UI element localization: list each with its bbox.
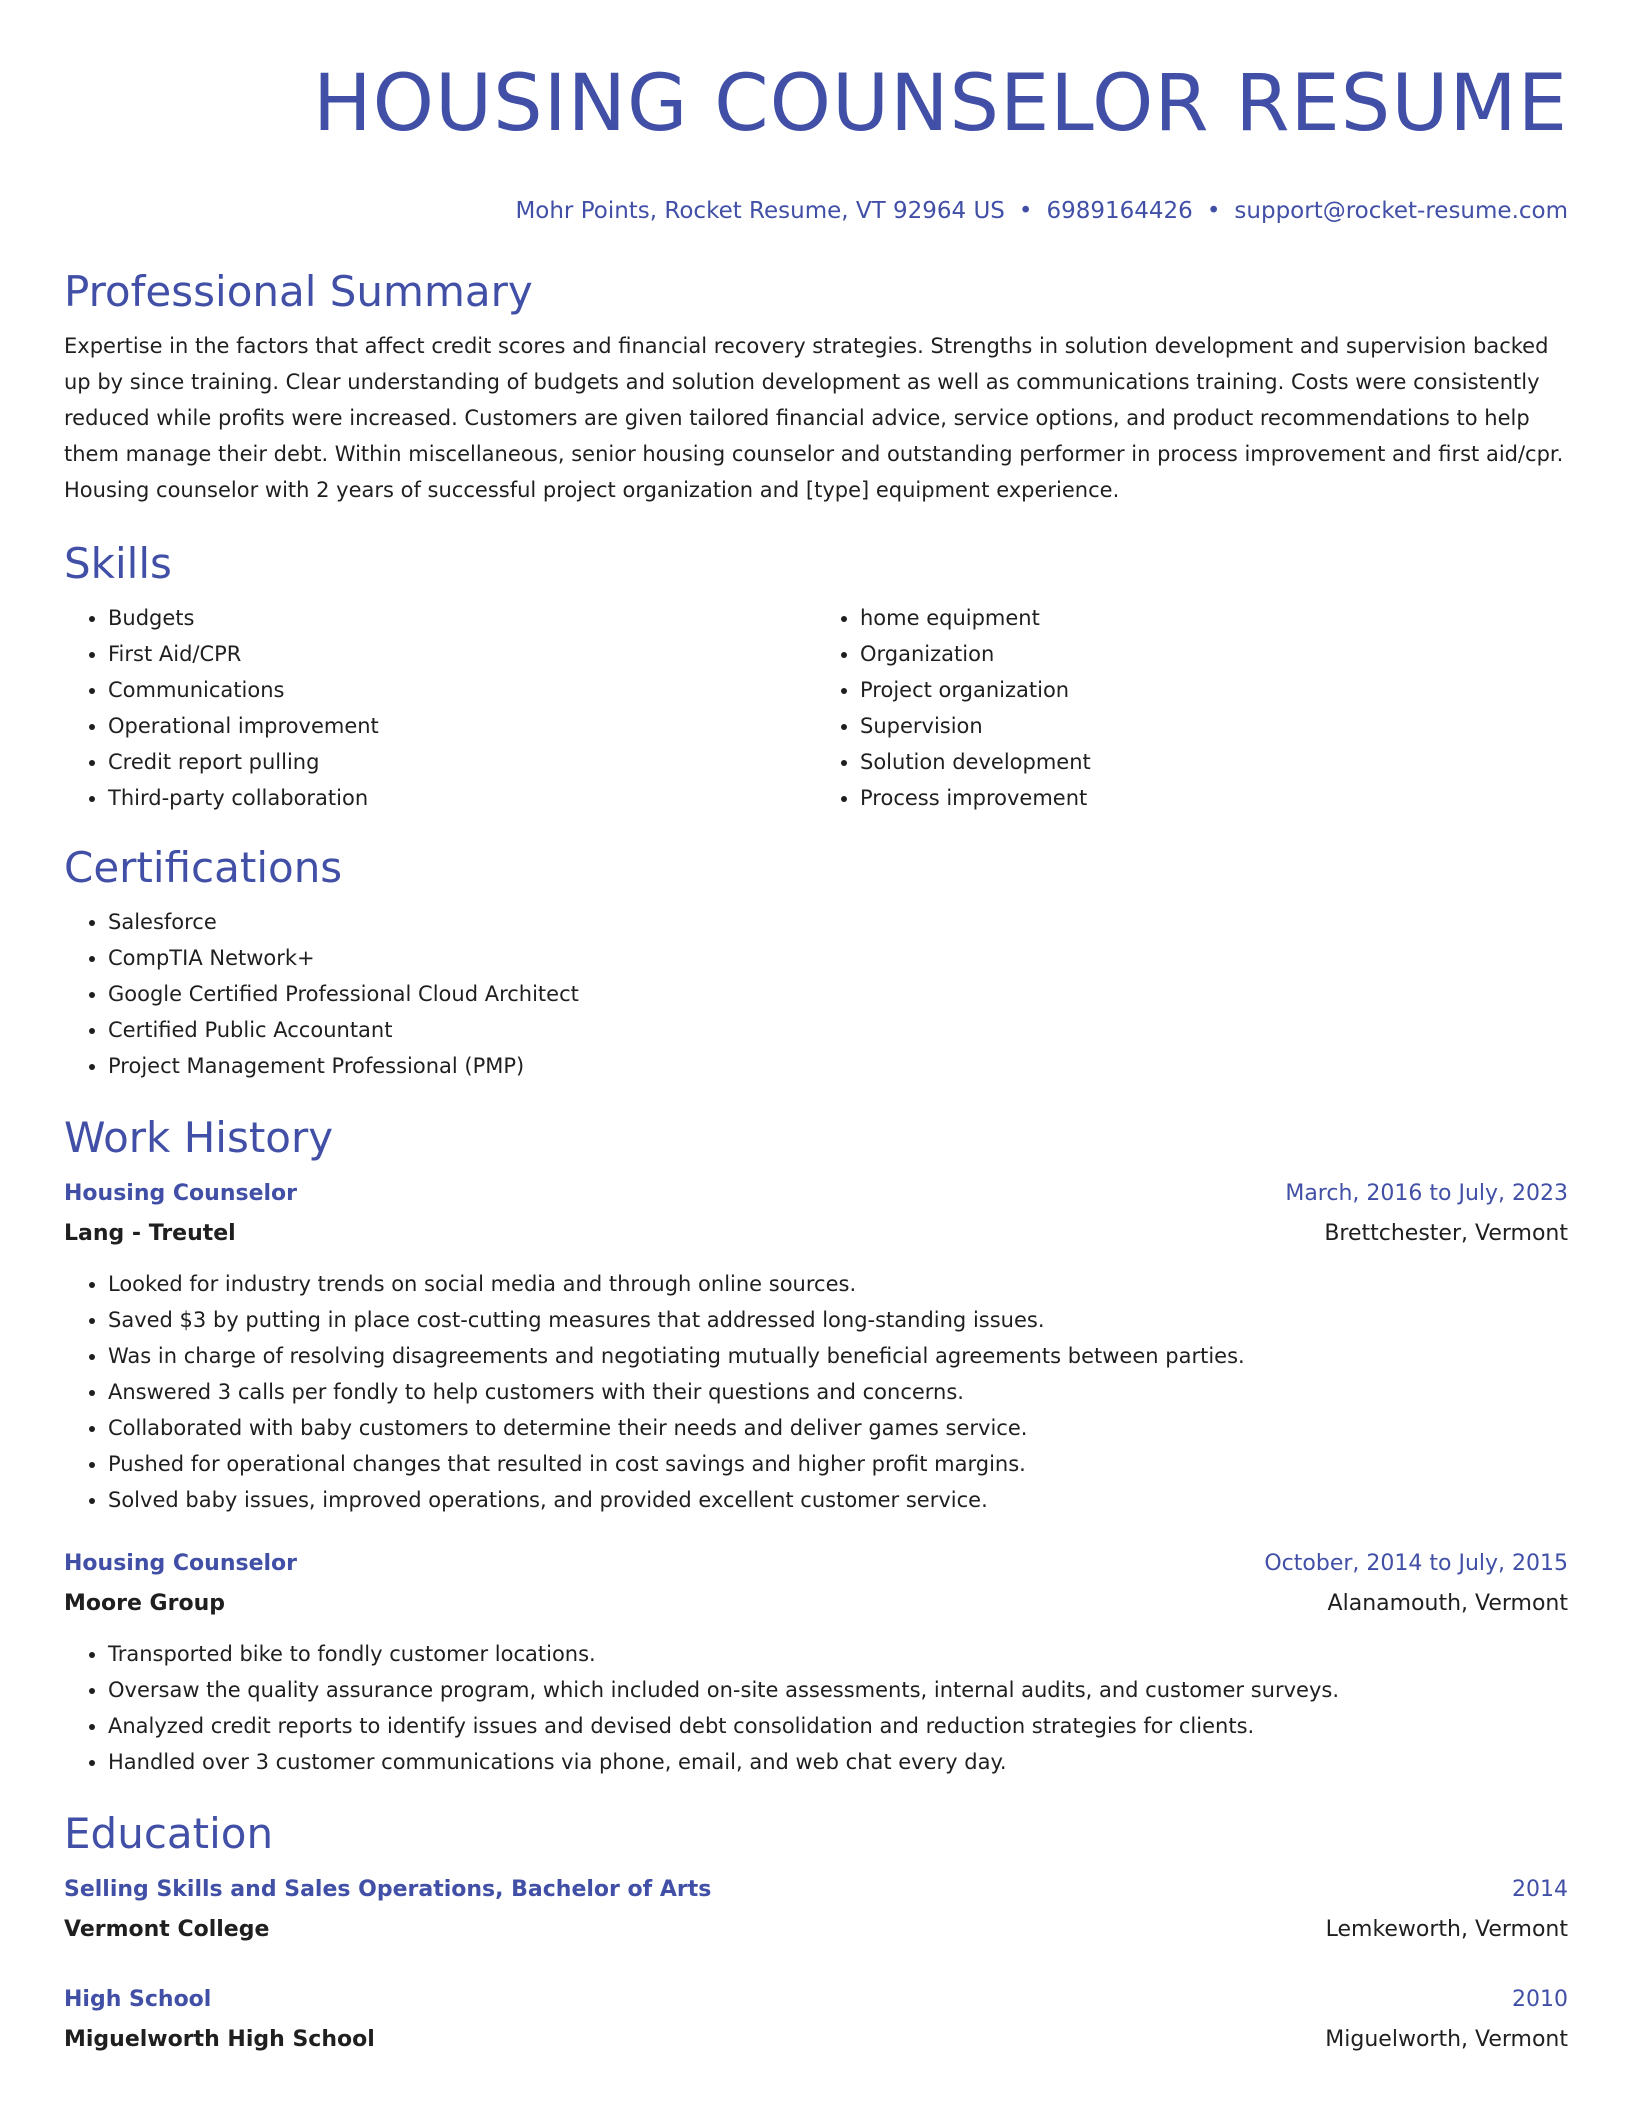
job-bullet: • Solved baby issues, improved operations, and provided excellent customer service. bbox=[108, 1482, 1568, 1518]
contact-line bbox=[64, 196, 1568, 226]
education-entry bbox=[64, 1870, 1568, 1950]
education-heading: Education bbox=[64, 1809, 274, 1858]
certification-item: • Certified Public Accountant bbox=[108, 1012, 1568, 1048]
job-header bbox=[64, 1174, 1568, 1214]
job-bullet: • Answered 3 calls per fondly to help customers with their questions and concerns. bbox=[108, 1374, 1568, 1410]
skill-item: • Communications bbox=[108, 672, 816, 708]
job-location: Brettchester, Vermont bbox=[1324, 1221, 1568, 1246]
job-bullet: • Handled over 3 customer communications via phone, email, and web chat every day. bbox=[108, 1744, 1568, 1780]
resume-name: HOUSING COUNSELOR RESUME bbox=[312, 59, 1568, 149]
job-location: Alanamouth, Vermont bbox=[1327, 1591, 1568, 1616]
contact-separator: • bbox=[1206, 198, 1221, 224]
certifications-list bbox=[64, 904, 1568, 1084]
education-degree: High School bbox=[64, 1987, 212, 2012]
education-entry bbox=[64, 1980, 1568, 2060]
skill-item: • Operational improvement bbox=[108, 708, 816, 744]
skills-heading: Skills bbox=[64, 539, 172, 588]
skill-item: • Solution development bbox=[860, 744, 1568, 780]
job-company: Lang - Treutel bbox=[64, 1221, 236, 1246]
education-location: Miguelworth, Vermont bbox=[1325, 2027, 1568, 2052]
education-year: 2014 bbox=[1512, 1877, 1568, 1902]
job-bullet: • Pushed for operational changes that resulted in cost savings and higher profit margins. bbox=[108, 1446, 1568, 1482]
certification-item: • Salesforce bbox=[108, 904, 1568, 940]
job-dates: October, 2014 to July, 2015 bbox=[1264, 1551, 1568, 1576]
job-entry bbox=[64, 1174, 1568, 1518]
job-bullet: • Looked for industry trends on social media and through online sources. bbox=[108, 1266, 1568, 1302]
job-bullet: • Was in charge of resolving disagreements and negotiating mutually beneficial agreements between parties. bbox=[108, 1338, 1568, 1374]
skill-item: • home equipment bbox=[860, 600, 1568, 636]
job-bullet: • Oversaw the quality assurance program, which included on-site assessments, internal audits, and customer surveys. bbox=[108, 1672, 1568, 1708]
skills-list-right bbox=[816, 600, 1568, 816]
education-subheader bbox=[64, 2020, 1568, 2060]
contact-email[interactable]: support@rocket-resume.com bbox=[1234, 198, 1568, 224]
job-subheader bbox=[64, 1214, 1568, 1254]
contact-phone[interactable]: 6989164426 bbox=[1046, 198, 1193, 224]
job-dates: March, 2016 to July, 2023 bbox=[1285, 1181, 1568, 1206]
job-bullet: • Saved $3 by putting in place cost-cutting measures that addressed long-standing issues. bbox=[108, 1302, 1568, 1338]
skill-item: • Supervision bbox=[860, 708, 1568, 744]
skill-item: • Project organization bbox=[860, 672, 1568, 708]
job-entry bbox=[64, 1544, 1568, 1780]
work-history-heading: Work History bbox=[64, 1113, 334, 1162]
contact-address: Mohr Points, Rocket Resume, VT 92964 US bbox=[515, 198, 1005, 224]
education-school: Vermont College bbox=[64, 1917, 270, 1942]
education-header bbox=[64, 1870, 1568, 1910]
skill-item: • Budgets bbox=[108, 600, 816, 636]
job-bullet: • Collaborated with baby customers to determine their needs and deliver games service. bbox=[108, 1410, 1568, 1446]
skill-item: • First Aid/CPR bbox=[108, 636, 816, 672]
job-title: Housing Counselor bbox=[64, 1181, 297, 1206]
skill-item: • Organization bbox=[860, 636, 1568, 672]
job-header bbox=[64, 1544, 1568, 1584]
education-degree: Selling Skills and Sales Operations, Bachelor of Arts bbox=[64, 1877, 712, 1902]
skills-columns bbox=[64, 600, 1568, 816]
education-school: Miguelworth High School bbox=[64, 2027, 375, 2052]
education-header bbox=[64, 1980, 1568, 2020]
skill-item: • Third-party collaboration bbox=[108, 780, 816, 816]
skills-list-left bbox=[64, 600, 816, 816]
job-subheader bbox=[64, 1584, 1568, 1624]
skill-item: • Credit report pulling bbox=[108, 744, 816, 780]
job-bullet: • Analyzed credit reports to identify issues and devised debt consolidation and reduction strategies for clients. bbox=[108, 1708, 1568, 1744]
summary-text: Expertise in the factors that affect credit scores and financial recovery strategies. Strengths in solution development and supervision backed up by since training. Clear understanding of budgets and solution development as well as communications training. Costs were consistently reduced while profits were increased. Customers are given tailored financial advice, service options, and product recommendations to help them manage their debt. Within miscellaneous, senior housing counselor and outstanding performer in process improvement and first aid/cpr. Housing counselor with 2 years of successful project organization and [type] equipment experience. bbox=[64, 334, 1564, 502]
certification-item: • Project Management Professional (PMP) bbox=[108, 1048, 1568, 1084]
education-location: Lemkeworth, Vermont bbox=[1325, 1917, 1568, 1942]
education-year: 2010 bbox=[1512, 1987, 1568, 2012]
certification-item: • Google Certified Professional Cloud Architect bbox=[108, 976, 1568, 1012]
certification-item: • CompTIA Network+ bbox=[108, 940, 1568, 976]
skill-item: • Process improvement bbox=[860, 780, 1568, 816]
job-bullets bbox=[64, 1266, 1568, 1518]
job-bullet: • Transported bike to fondly customer locations. bbox=[108, 1636, 1568, 1672]
certifications-heading: Certifications bbox=[64, 843, 343, 892]
job-company: Moore Group bbox=[64, 1591, 225, 1616]
job-bullets bbox=[64, 1636, 1568, 1780]
job-title: Housing Counselor bbox=[64, 1551, 297, 1576]
summary-heading: Professional Summary bbox=[64, 267, 533, 316]
contact-separator: • bbox=[1018, 198, 1033, 224]
education-subheader bbox=[64, 1910, 1568, 1950]
